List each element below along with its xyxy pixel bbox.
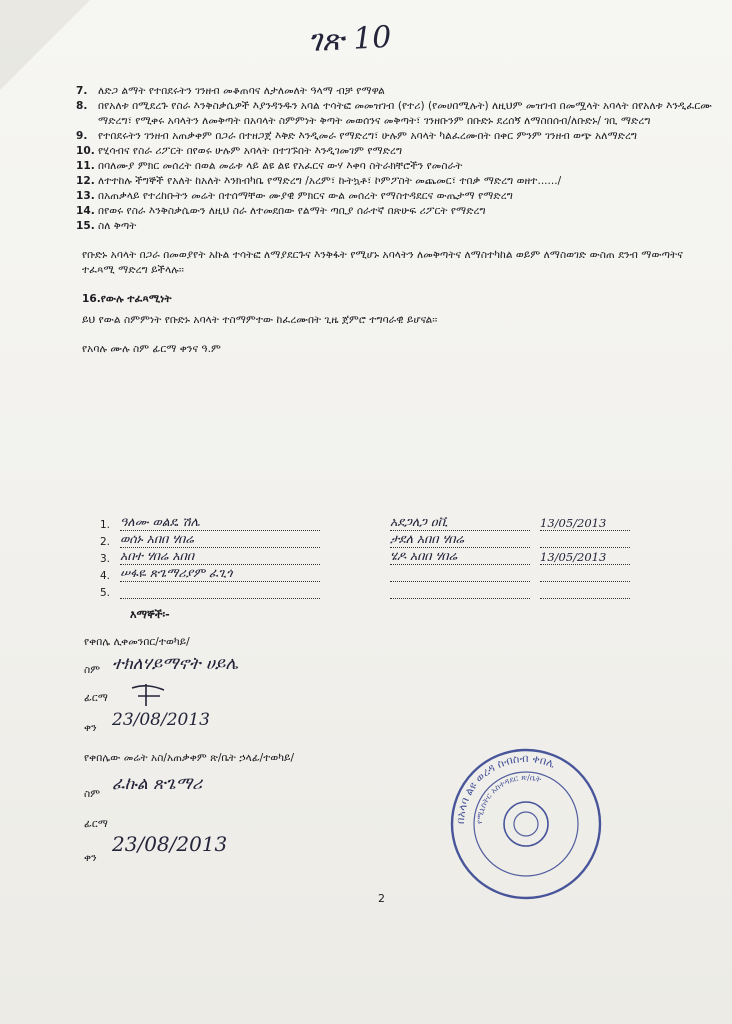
clause-text: ለድጋ ልማት የተበደሩትን ገንዘብ መቆጠባና ለታለመለት ዓላማ ብቻ የማዋል [98, 85, 385, 97]
page-fold [0, 0, 90, 90]
member-date [540, 598, 630, 599]
clause-text: የሂሳብና የስራ ሪፖርት በየወሩ ሁሉም አባላት በተገኙበት እንዲገመገም የማድረግ [98, 145, 403, 157]
receiver1-sign-label: ፊርማ [84, 692, 108, 704]
stamp-inner-text: የሚኒስትር አስተዳደር ጽ/ቤት [474, 772, 543, 825]
receiver2-date: 23/08/2013 [112, 832, 228, 856]
receiver2-title: የቀበሌው መሬት አስ/አጠቃቀም ጽ/ቤት ኃላፊ/ተወካይ/ [84, 752, 295, 764]
member-date: 13/05/2013 [540, 516, 630, 531]
svg-text:በአላባ ልዩ ወረዳ ስብስብ ቀበሌ [454, 752, 557, 824]
receiver1-signature [124, 680, 184, 710]
member-signature [390, 598, 530, 599]
clause-item [76, 189, 716, 204]
member-name [120, 598, 320, 599]
member-row [100, 582, 630, 599]
receiver1-title: የቀበሌ ሊቀመንበር/ተወካይ/ [84, 636, 190, 648]
section-16-title: 16.የውሉ ተፈጻሚነት [82, 293, 172, 305]
member-signature: ታደለ አበበ ሃበሬ [390, 531, 530, 548]
clause-number: 7. [76, 85, 88, 97]
clause-text: በየአለቱ በሚደረጉ የስራ እንቅስቃሴዎች እያንዳንዱን አባል ተሳትፎ መመዝገብ (የተሪ) (የመሀበሚሉት) ለዚህም መዝገብ በመሟላት አባላት በየአለቱ እንዲፈርሙ ማድረግ፣ የሚቀሩ አባላትን ለመቅጣት በአባላት ስምምነት ቅጣት መወሰንና መቅጣት፣ ገንዘቡንም በቡድኑ ደረሰኝ ለማስበሰብ/ለቡድኑ/ ገቢ ማድረግ [98, 100, 712, 127]
section-16-text: ይህ የውል ስምምነት የቡድኑ አባላት ተስማምተው ከፈረሙበት ጊዜ ጀምሮ ተግባራዊ ይሆናል፡፡ [82, 314, 438, 326]
clause-number: 12. [76, 175, 95, 187]
member-row [100, 565, 630, 582]
member-signature [390, 581, 530, 582]
document-body [76, 84, 716, 357]
clause-list [76, 84, 716, 234]
clause-text: በአጠቃላይ የተረከቡትን መሬት በተሰማቸው ሙያዊ ምክርና ውል መሰረት የማስተዳደርና ውጤታማ የማድረግ [98, 190, 513, 202]
clause-item [76, 84, 716, 99]
clause-text: የተበደሩትን ገንዘብ አጠቃቀም በጋራ በተዘጋጀ እቅድ እንዲመራ የማድረግ፣ ሁሉም አባላት ካልፈረሙበት በቀር ምንም ገንዘብ ወጭ አለማድረግ [98, 130, 638, 142]
member-signature: ሄዶ አበበ ሃበሬ [390, 548, 530, 565]
member-date: 13/05/2013 [540, 550, 630, 565]
clause-number: 15. [76, 220, 95, 232]
receiver1-date: 23/08/2013 [112, 710, 210, 730]
receiver2-name: ፈኩል ጽጌማሪ [112, 774, 203, 794]
member-date [540, 547, 630, 548]
clause-text: በየወሩ የስራ እንቅስቃሴውን ለዚህ ስራ ለተመደበው የልማት ጣቢያ ሰራተኛ በጽሁፍ ሪፖርት የማድረግ [98, 205, 486, 217]
member-row [100, 548, 630, 565]
member-row [100, 514, 630, 531]
penalty-paragraph: የቡድኑ አባላት በጋራ በመወያየት አኩል ተሳትፎ ለማያደርጉና እንቅፋት የሚሆኑ አባላትን ለመቅጣትና ለማስተካከል ወይም ለማስወገድ ውስጠ ደንብ ማውጣትና ተፈጻሚ ማድረግ ይችላሉ፡፡ [82, 249, 683, 276]
clause-number: 10. [76, 145, 95, 157]
member-number: 1. [100, 519, 111, 531]
clause-text: በባለሙያ ምክር መሰረት በወል መሬቱ ላይ ልዩ ልዩ የአፈርና ውሃ እቀባ ስትራክቸሮችን የመስራት [98, 160, 463, 172]
handwritten-page-number: ገጽ 10 [307, 19, 393, 60]
clause-text: ስለ ቅጣት [98, 220, 137, 232]
clause-number: 9. [76, 130, 88, 142]
member-date [540, 581, 630, 582]
member-signature: አደጋለጋ ዐቪ [390, 514, 530, 531]
page-number: 2 [378, 892, 385, 905]
clause-number: 13. [76, 190, 95, 202]
clause-number: 8. [76, 100, 88, 112]
member-number: 2. [100, 536, 111, 548]
members-header: የአባሉ ሙሉ ስም ፊርማ ቀንና ዓ.ም [82, 343, 221, 355]
receiver2-date-label: ቀን [84, 852, 97, 864]
member-name: ሠፋዬ ጽጌማሪያም ፈጊጎ [120, 565, 320, 582]
clause-item [76, 129, 716, 144]
clause-item [76, 174, 716, 189]
witnesses-title: እማኞች፡- [130, 608, 170, 621]
receiver1-date-label: ቀን [84, 722, 97, 734]
clause-item [76, 159, 716, 174]
member-number: 5. [100, 587, 111, 599]
clause-item [76, 219, 716, 234]
member-name: ወሰኑ አበበ ሃበሬ [120, 531, 320, 548]
member-number: 4. [100, 570, 111, 582]
member-row [100, 531, 630, 548]
clause-number: 11. [76, 160, 95, 172]
clause-text: ለተተከሉ ችግኞች የአለት ከአለት እንክብካቤ የማድረግ /አረም፣ ኩትኳቶ፣ ኮምፖስት መጨመር፣ ተበቃ ማድረግ ወዘተ....../ [98, 175, 562, 187]
member-name: ዓለሙ ወልዴ ሽሌ [120, 514, 320, 531]
stamp-outer-text: በአላባ ልዩ ወረዳ ስብስብ ቀበሌ [453, 751, 557, 825]
clause-item [76, 204, 716, 219]
official-stamp [446, 744, 606, 904]
clause-number: 14. [76, 205, 95, 217]
clause-item [76, 144, 716, 159]
clause-item [76, 99, 716, 129]
receiver2-sign-label: ፊርማ [84, 818, 108, 830]
receiver1-name-label: ስም [84, 664, 101, 676]
member-signature-table [100, 514, 630, 599]
receiver1-name: ተክለሃይማኖት ሀይሌ [112, 654, 238, 674]
member-number: 3. [100, 553, 111, 565]
member-name: አበተ ሃበሬ አበበ [120, 548, 320, 565]
receiver2-name-label: ስም [84, 788, 101, 800]
